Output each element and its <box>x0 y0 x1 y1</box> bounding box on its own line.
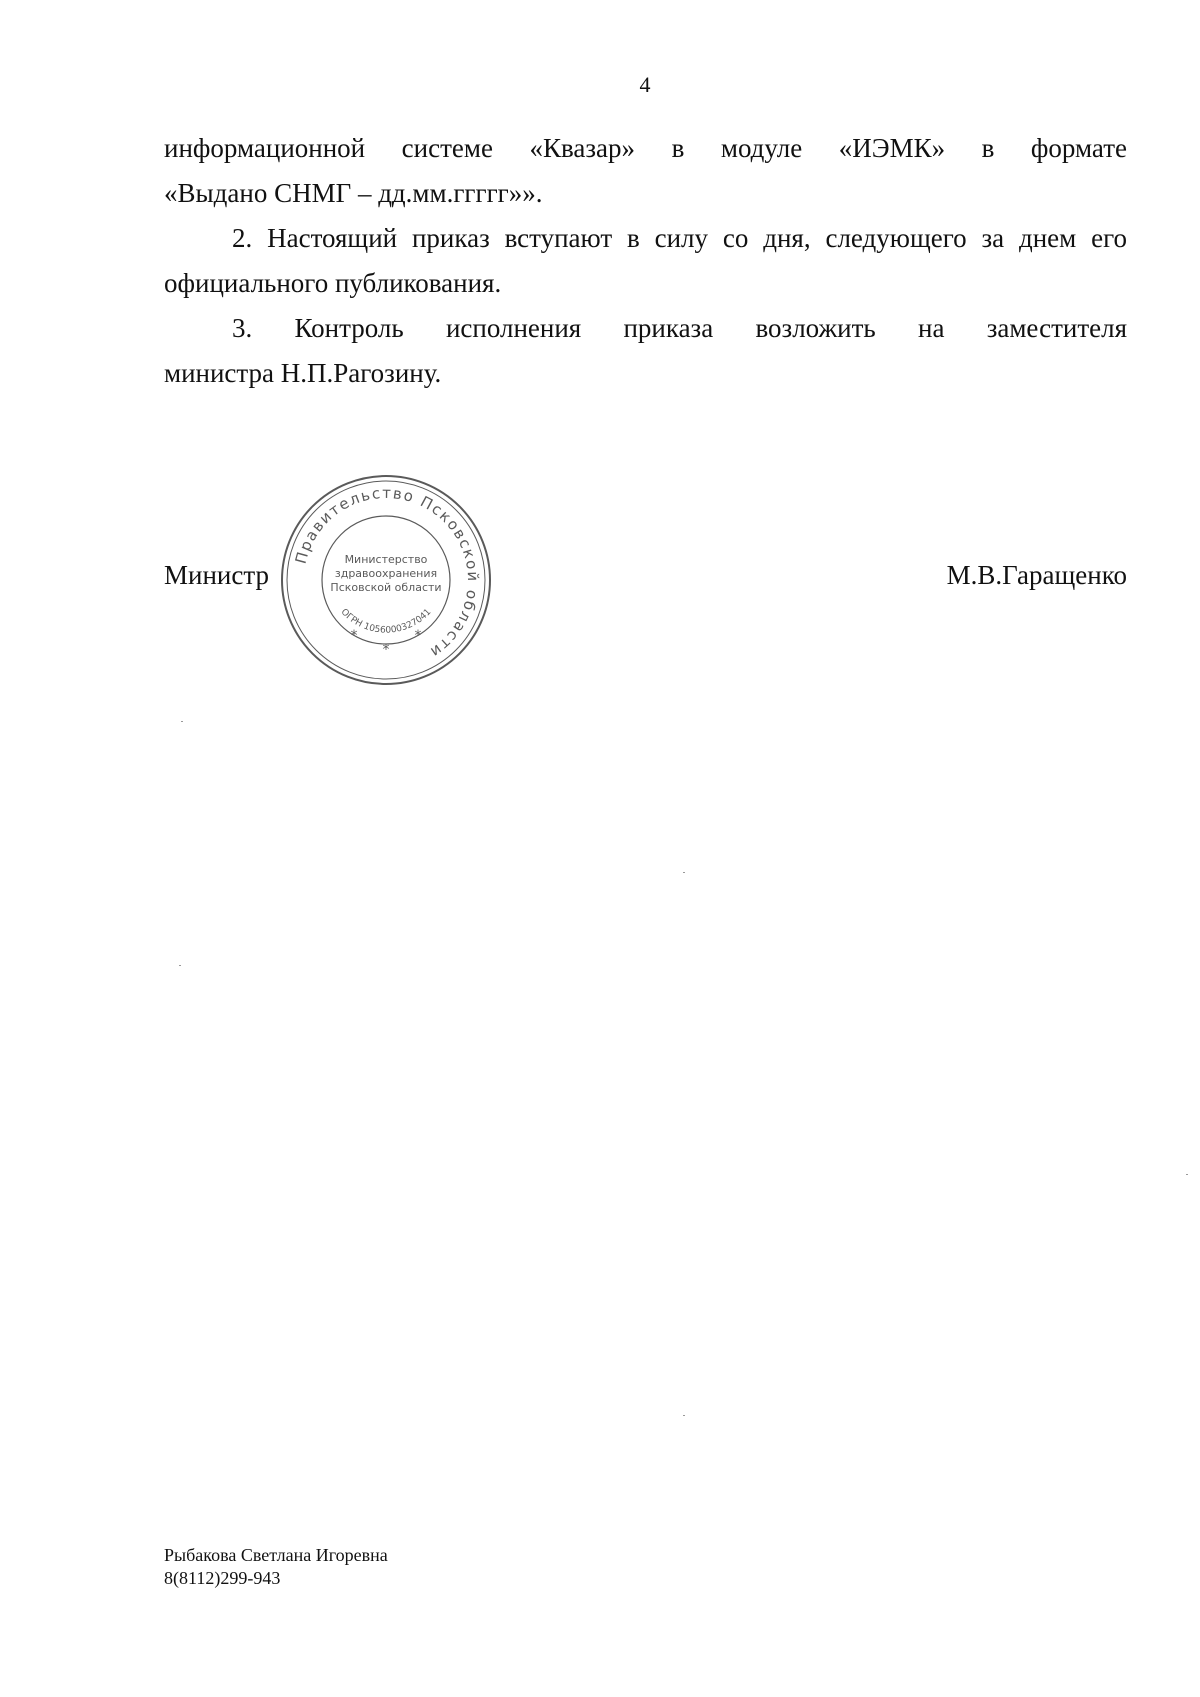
signatory-title: Министр <box>164 560 269 590</box>
contact-phone: 8(8112)299-943 <box>164 1568 281 1588</box>
paragraph-3-line-1: 3. Контроль исполнения приказа возложить на заместителя <box>232 313 1127 343</box>
seal-inner-line-2: здравоохранения <box>334 567 438 580</box>
scan-speck <box>181 721 183 722</box>
page-number: 4 <box>639 72 651 97</box>
seal-star-bottom: * <box>382 642 390 658</box>
seal-star-left: * <box>350 628 358 644</box>
seal-star-right: * <box>414 628 422 644</box>
seal-inner-line-3: Псковской области <box>330 581 442 594</box>
scan-speck <box>1186 1174 1188 1175</box>
paragraph-1-line-1: информационной системе «Квазар» в модуле «ИЭМК» в формате <box>164 133 1127 163</box>
scan-speck <box>683 1415 685 1416</box>
paragraph-3-line-2: министра Н.П.Рагозину. <box>164 358 442 388</box>
contact-name: Рыбакова Светлана Игоревна <box>164 1545 388 1565</box>
seal-outer-textpath: Правительство Псковской области <box>291 483 483 662</box>
official-seal <box>276 470 496 690</box>
signatory-name: М.В.Гаращенко <box>946 560 1127 590</box>
scan-speck <box>179 965 181 966</box>
seal-ogrn-textpath: ОГРН 1056000327041 <box>338 607 434 636</box>
scan-speck <box>683 872 685 873</box>
paragraph-1-line-2: «Выдано СНМГ – дд.мм.ггггг»». <box>164 178 543 208</box>
document-body <box>164 126 1127 396</box>
paragraph-2: 2. Настоящий приказ вступают в силу со дня, следующего за днем его официального публикования. <box>164 223 1127 298</box>
contact-block <box>164 1544 388 1590</box>
seal-inner-line-1: Министерство <box>344 553 428 566</box>
